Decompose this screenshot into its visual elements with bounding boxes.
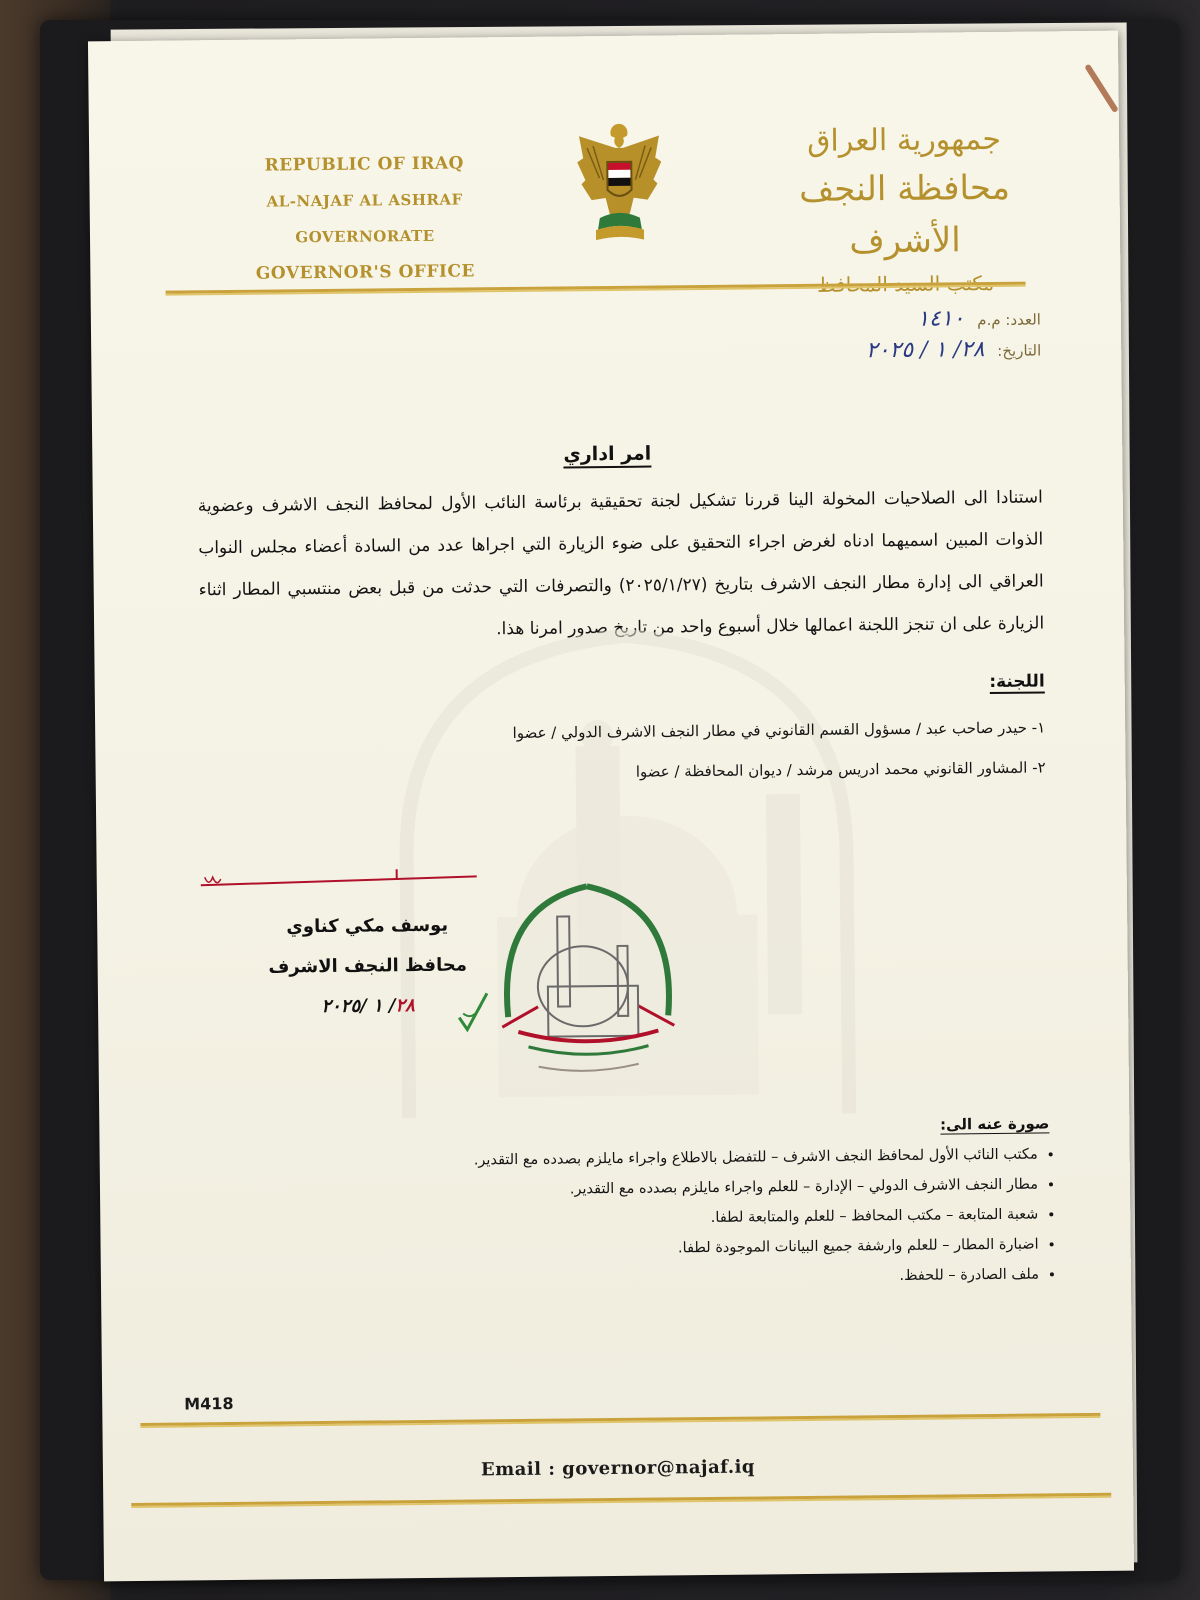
signature-scribble: [197, 862, 497, 895]
order-title: [92, 438, 1122, 471]
header-ar-line-2: محافظة النجف الأشرف: [798, 167, 1011, 262]
copies-heading: [940, 1114, 1049, 1133]
pin-mark: [1084, 64, 1119, 114]
committee-heading: [989, 671, 1045, 692]
checkmark-icon: [453, 987, 494, 1037]
copies-heading-text: صورة عنه الى:: [940, 1114, 1050, 1134]
footer-rule-bottom: [131, 1493, 1111, 1508]
committee-heading-text: اللجنة:: [989, 671, 1045, 693]
signatory-position: محافظ النجف الاشرف: [268, 954, 468, 978]
committee-member: ١- حيدر صاحب عبد / مسؤول القسم القانوني في مطار النجف الاشرف الدولي / عضوا: [512, 718, 1046, 743]
order-body: استنادا الى الصلاحيات المخولة الينا قررنا تشكيل لجنة تحقيقية برئاسة النائب الأول لمحافظ النجف الاشرف وعضوية الذوات المبين اسميهما ادناه لغرض اجراء التحقيق على ضوء الزيارة التي اجراها عدد من السادة أعضاء مجلس النواب العراقي الى إدارة مطار النجف الاشرف بتاريخ (٢٠٢٥/١/٢٧) والتصرفات التي حدثت من قبل بعض منتسبي المطار اثناء الزيارة على ان تنجز اللجنة اعمالها خلال أسبوع واحد من تاريخ صدور امرنا هذا.: [197, 487, 1045, 640]
copies-list: [278, 1139, 1062, 1297]
header-en-line-3: GOVERNOR'S OFFICE: [255, 261, 476, 284]
letter-page: [88, 31, 1134, 1582]
reference-date-label: التاريخ:: [997, 341, 1042, 360]
header-en-line-1: REPUBLIC OF IRAQ: [264, 153, 465, 176]
committee-members: [225, 707, 1046, 796]
reference-number-value: ١٤١٠: [917, 306, 965, 332]
committee-member: ٢- المشاور القانوني محمد ادريس مرشد / ديوان المحافظة / عضوا: [635, 758, 1046, 781]
reference-number-label: العدد: م.م: [977, 310, 1042, 330]
header-ar-line-3: مكتب السيد المحافظ: [816, 270, 995, 297]
signature-date-rest: / ١ /٢٠٢٥: [321, 995, 396, 1018]
copy-recipient: • مطار النجف الاشرف الدولي – الإدارة – للعلم واجراء مايلزم بصدده مع التقدير.: [278, 1170, 1038, 1208]
stamp-icon: [477, 865, 699, 1097]
eagle-emblem-icon: [569, 117, 670, 258]
signatory-name: يوسف مكي كناوي: [286, 914, 449, 938]
order-title-text: امر اداري: [563, 443, 651, 469]
header-english: [199, 145, 530, 292]
header-ar-line-1: جمهورية العراق: [806, 121, 1002, 159]
header-arabic: [754, 117, 1056, 302]
footer-rule-top: [140, 1413, 1100, 1428]
reference-block: [865, 303, 1041, 367]
footer-email: Email : governor@najaf.iq: [480, 1456, 756, 1481]
signature-date-day: ٢٨: [395, 995, 415, 1017]
reference-number: [865, 303, 1041, 336]
copy-recipient: • ملف الصادرة – للحفظ.: [279, 1260, 1039, 1298]
copy-recipient: • مكتب النائب الأول لمحافظ النجف الاشرف – للتفضل بالاطلاع واجراء مايلزم بصدده مع التقدير.: [278, 1140, 1038, 1178]
header-en-line-2: AL-NAJAF AL ASHRAF GOVERNORATE: [266, 190, 463, 247]
reference-date: [866, 334, 1042, 367]
form-code: M418: [184, 1393, 234, 1414]
copy-recipient: • شعبة المتابعة – مكتب المحافظ – للعلم والمتابعة لطفا.: [278, 1200, 1038, 1238]
reference-date-value: ٢٨/ ١ / ٢٠٢٥: [865, 337, 985, 364]
copy-recipient: • اضبارة المطار – للعلم وارشفة جميع البيانات الموجودة لطفا.: [279, 1230, 1039, 1268]
